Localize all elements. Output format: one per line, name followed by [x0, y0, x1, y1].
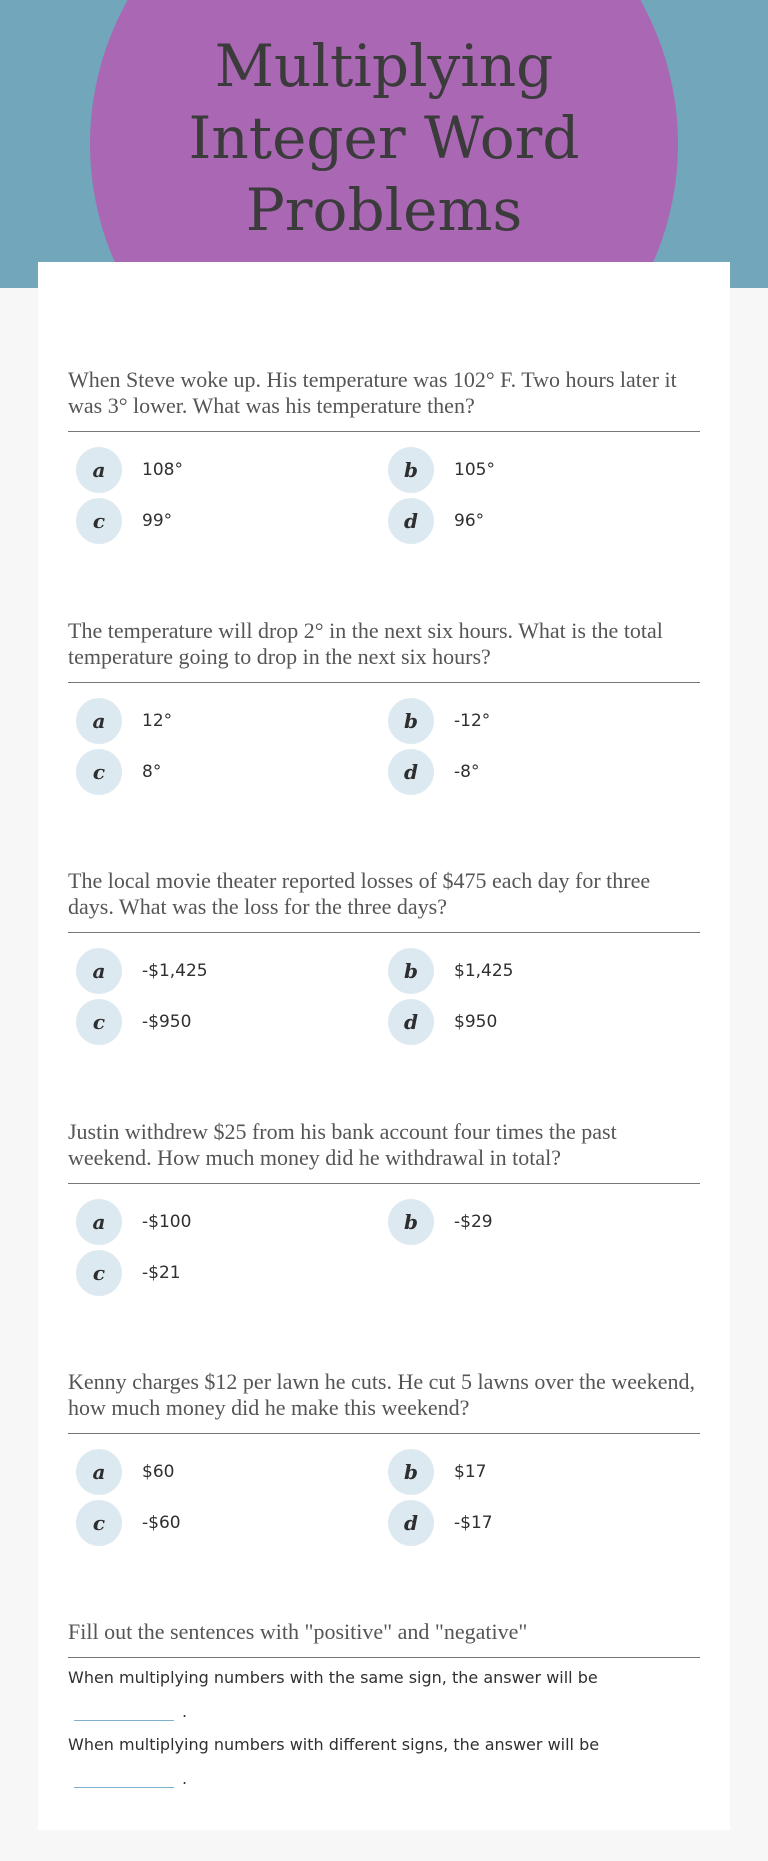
option-a[interactable] [76, 447, 376, 493]
option-letter-badge: b [388, 948, 434, 994]
option-c[interactable] [76, 1500, 376, 1546]
option-d[interactable] [388, 1500, 688, 1546]
question-text: Justin withdrew $25 from his bank account four times the past weekend. How much money did he withdrawal in total? [68, 1119, 700, 1184]
header-banner [0, 0, 768, 288]
option-c[interactable] [76, 1250, 376, 1296]
option-a[interactable] [76, 1199, 376, 1245]
question-5 [68, 1369, 700, 1554]
option-text: -$29 [454, 1212, 493, 1232]
option-letter-badge: a [76, 447, 122, 493]
option-letter-badge: b [388, 1449, 434, 1495]
option-c[interactable] [76, 749, 376, 795]
option-letter-badge: d [388, 999, 434, 1045]
blank-row-1 [68, 1687, 700, 1721]
answer-options [68, 432, 700, 552]
option-c[interactable] [76, 999, 376, 1045]
question-4 [68, 1119, 700, 1304]
question-text: Kenny charges $12 per lawn he cuts. He cut 5 lawns over the weekend, how much money did he make this weekend? [68, 1369, 700, 1434]
option-b[interactable] [388, 948, 688, 994]
option-a[interactable] [76, 1449, 376, 1495]
option-text: $60 [142, 1462, 175, 1482]
option-text: -$21 [142, 1263, 181, 1283]
option-letter-badge: d [388, 1500, 434, 1546]
sentence-period: . [182, 1769, 188, 1788]
option-letter-badge: c [76, 749, 122, 795]
different-sign-answer-input[interactable] [74, 1765, 174, 1788]
option-d[interactable] [388, 749, 688, 795]
option-letter-badge: a [76, 698, 122, 744]
answer-options [68, 933, 700, 1053]
option-b[interactable] [388, 698, 688, 744]
option-letter-badge: b [388, 698, 434, 744]
answer-options [68, 1434, 700, 1554]
option-b[interactable] [388, 447, 688, 493]
option-letter-badge: a [76, 1199, 122, 1245]
option-letter-badge: c [76, 1250, 122, 1296]
option-c[interactable] [76, 498, 376, 544]
option-d[interactable] [388, 498, 688, 544]
option-letter-badge: b [388, 1199, 434, 1245]
option-a[interactable] [76, 698, 376, 744]
option-text: 108° [142, 460, 183, 480]
fill-in-sentence-1: When multiplying numbers with the same sign, the answer will be [68, 1668, 598, 1687]
option-text: -8° [454, 762, 480, 782]
option-text: -$100 [142, 1212, 192, 1232]
question-3 [68, 868, 700, 1053]
option-text: 12° [142, 711, 173, 731]
option-b[interactable] [388, 1449, 688, 1495]
worksheet-title: Multiplying Integer Word Problems [188, 32, 580, 244]
question-text: The temperature will drop 2° in the next six hours. What is the total temperature going to drop in the next six hours? [68, 618, 700, 683]
question-2 [68, 618, 700, 803]
sentence-period: . [182, 1702, 188, 1721]
option-letter-badge: a [76, 948, 122, 994]
option-text: -12° [454, 711, 491, 731]
option-text: $17 [454, 1462, 487, 1482]
option-text: -$60 [142, 1513, 181, 1533]
option-letter-badge: c [76, 999, 122, 1045]
option-letter-badge: a [76, 1449, 122, 1495]
question-1 [68, 367, 700, 552]
option-letter-badge: c [76, 498, 122, 544]
option-text: 96° [454, 511, 485, 531]
option-letter-badge: b [388, 447, 434, 493]
blank-row-2 [68, 1754, 700, 1788]
answer-options [68, 1184, 700, 1304]
option-text: 8° [142, 762, 162, 782]
option-a[interactable] [76, 948, 376, 994]
fill-in-heading: Fill out the sentences with "positive" and "negative" [68, 1619, 700, 1658]
question-text: The local movie theater reported losses of $475 each day for three days. What was the loss for the three days? [68, 868, 700, 933]
question-text: When Steve woke up. His temperature was 102° F. Two hours later it was 3° lower. What was his temperature then? [68, 367, 700, 432]
fill-in-sentence-2: When multiplying numbers with different signs, the answer will be [68, 1735, 600, 1754]
answer-options [68, 683, 700, 803]
option-text: $950 [454, 1012, 498, 1032]
option-text: -$1,425 [142, 961, 208, 981]
option-text: -$950 [142, 1012, 192, 1032]
option-text: 105° [454, 460, 495, 480]
option-d[interactable] [388, 999, 688, 1045]
fill-in-section [68, 1619, 700, 1788]
option-text: -$17 [454, 1513, 493, 1533]
option-b[interactable] [388, 1199, 688, 1245]
option-letter-badge: d [388, 498, 434, 544]
worksheet-card [38, 262, 730, 1830]
option-letter-badge: d [388, 749, 434, 795]
option-text: 99° [142, 511, 173, 531]
option-letter-badge: c [76, 1500, 122, 1546]
same-sign-answer-input[interactable] [74, 1698, 174, 1721]
option-text: $1,425 [454, 961, 514, 981]
